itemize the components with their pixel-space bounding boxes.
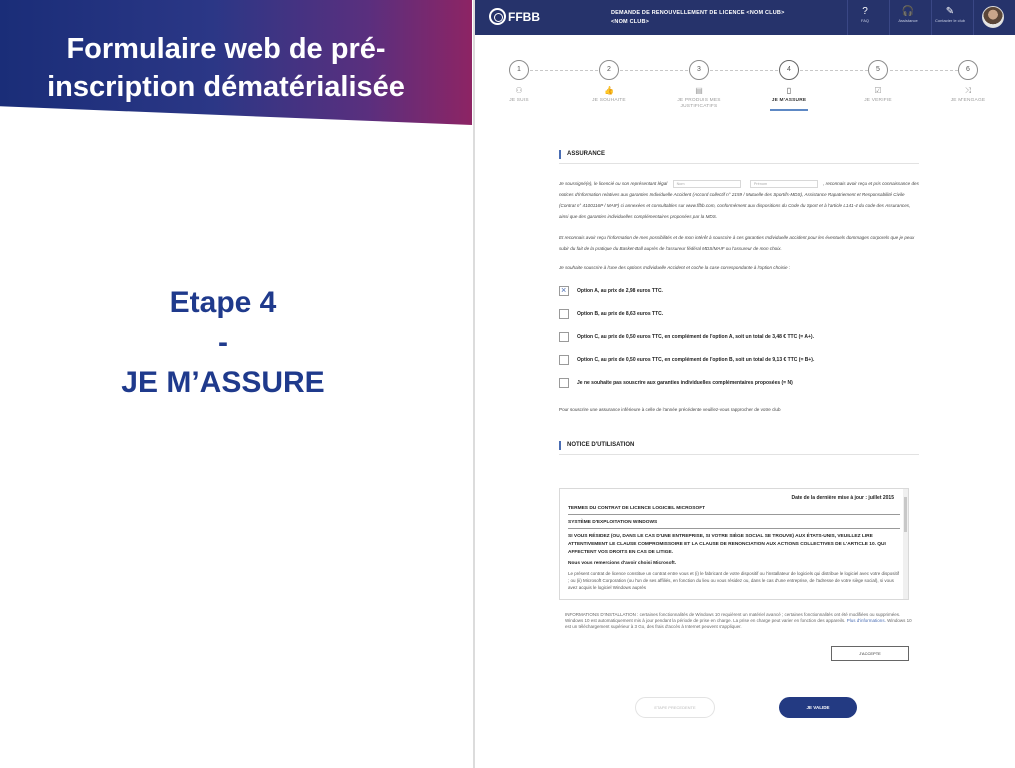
step-label: JE SUIS [509, 98, 529, 103]
installation-text: INFORMATIONS D'INSTALLATION : certaines fonctionnalités de Windows 10 requièrent un matériel avancé ; certaines fonctionnalités ont été modifiées ou supprimées. Windows 10 est automatiquement mis à jour pendant la période de prise en charge. La prise en charge peut varier en fonction des appareils. [565, 612, 901, 623]
option-c-b-label: Option C, au prix de 0,50 euros TTC, en complément de l'option B, soit un total de 9,13 € TTC (= B+). [577, 356, 815, 363]
step-number: 4 [779, 60, 799, 80]
check-square-icon: ☑ [874, 86, 882, 95]
assurance-title: ASSURANCE [559, 150, 919, 159]
prenom-field[interactable]: Prénom [750, 180, 818, 188]
license-terms-box[interactable] [559, 488, 909, 600]
user-plus-icon: ⚇ [515, 86, 523, 95]
assurance-declaration [559, 178, 919, 222]
header-divider [973, 0, 974, 35]
license-subheading: SYSTÈME D'EXPLOITATION WINDOWS [568, 520, 658, 525]
step-4[interactable] [754, 58, 824, 111]
step-2[interactable] [574, 58, 644, 104]
form-screenshot [473, 0, 1015, 768]
assurance-information-text: Et reconnais avoir reçu l'information de mes possibilités et de mon intérêt à souscrire à ces garanties Individuelle accident pour les éventuels dommages corporels que je peux subir du fait de la pratique du Basket-Ball auprès de l'assureur fédéral MDS/MAIF ou l'assureur de mon choix. [559, 235, 915, 251]
step-label: JE VERIFIE [864, 98, 892, 103]
license-thanks: Nous vous remercions d'avoir choisi Microsoft. [568, 561, 677, 566]
document-icon: ▤ [695, 86, 703, 95]
license-rule [568, 528, 900, 529]
option-c-a-row[interactable] [559, 325, 919, 348]
option-none-checkbox[interactable] [559, 378, 569, 388]
top-header-bar [475, 0, 1015, 35]
thumbs-up-icon: 👍 [604, 86, 614, 95]
license-scrollbar[interactable] [903, 489, 908, 600]
assurance-section [559, 150, 919, 455]
installation-info [565, 612, 915, 630]
book-icon: ▯ [786, 86, 792, 95]
insurance-options-list [559, 279, 919, 394]
step-caption-line2: - [218, 326, 228, 359]
option-b-label: Option B, au prix de 8,63 euros TTC. [577, 310, 664, 317]
section-divider [559, 163, 919, 164]
license-heading: TERMES DU CONTRAT DE LICENCE LOGICIEL MICROSOFT [568, 506, 706, 511]
validate-button[interactable]: JE VALIDE [779, 697, 857, 718]
option-c-b-checkbox[interactable] [559, 355, 569, 365]
option-c-a-checkbox[interactable] [559, 332, 569, 342]
option-b-row[interactable] [559, 302, 919, 325]
option-b-checkbox[interactable] [559, 309, 569, 319]
step-label: JE SOUHAITE [592, 98, 626, 103]
installation-text-end: Windows 10 est un téléchargement supérieur à 3 Go, des frais d'accès à Internet peuvent s'appliquer. [565, 618, 912, 629]
previous-step-button[interactable]: ETAPE PRECEDENTE [635, 697, 715, 718]
ffbb-logo-icon [489, 8, 506, 25]
assistance-button[interactable] [893, 6, 923, 23]
nom-field[interactable]: Nom [673, 180, 741, 188]
step-caption-line1: Etape 4 [169, 286, 277, 319]
header-divider [931, 0, 932, 35]
step-number: 3 [689, 60, 709, 80]
option-a-row[interactable] [559, 279, 919, 302]
faq-icon: ? [862, 6, 868, 17]
slide-title: Formulaire web de pré-inscription dématérialisée [47, 33, 405, 103]
option-a-checkbox[interactable] [559, 286, 569, 296]
more-info-link[interactable]: Plus d'informations. [846, 618, 886, 623]
option-none-label: Je ne souhaite pas souscrire aux garanties individuelles complémentaires proposées (= N) [577, 379, 793, 386]
notice-title: NOTICE D'UTILISATION [559, 441, 919, 450]
contact-club-label: Contacter le club [935, 18, 966, 23]
license-rule [568, 514, 900, 515]
progress-stepper [475, 58, 1015, 128]
option-c-a-label: Option C, au prix de 0,50 euros TTC, en complément de l'option A, soit un total de 3,48 € TTC (= A+). [577, 333, 814, 340]
user-avatar[interactable] [982, 6, 1004, 28]
ffbb-logo-text: FFBB [508, 9, 540, 24]
step-number: 1 [509, 60, 529, 80]
section-divider [559, 454, 919, 455]
declaration-text-start: Je soussigné(e), le licencié ou son représentant légal [559, 181, 668, 186]
step-number: 5 [868, 60, 888, 80]
option-c-b-row[interactable] [559, 348, 919, 371]
step-caption-line3: JE M’ASSURE [121, 366, 325, 399]
faq-button[interactable] [850, 6, 880, 23]
accept-button[interactable]: J'ACCEPTE [831, 646, 909, 661]
assurance-footnote: Pour souscrire une assurance inférieure à celle de l'année précédente veuillez-vous rapprocher de votre club [559, 407, 781, 412]
option-none-row[interactable] [559, 371, 919, 394]
faq-label: FAQ [860, 18, 869, 23]
edit-icon: ✎ [945, 6, 955, 17]
assistance-label: Assistance [898, 18, 918, 23]
shuffle-icon: ⤨ [964, 86, 972, 95]
declaration-text-end: , reconnais avoir reçu et pris connaissance des notices d'information relatives aux garanties Individuelle Accident (Accord collectif n° 2159 / Mutuelle des Sportifs-MDS), Assistance Rapatriement et Responsabilité Civile (Contrat n° 4100116P / MAIF) ci annexées et consultables sur www.ffbb.com, conformément aux dispositions du Code du Sport et à l'article L141-4 du code des Assurances, ainsi que des garanties individuelles complémentaires proposées par la MDS. [559, 181, 919, 219]
license-body: Le présent contrat de licence constitue un contrat entre vous et (i) le fabricant de votre dispositif ou l'installateur de logiciels qui distribue le logiciel avec votre dispositif ; ou (ii) Microsoft Corporation (ou l'un de ses affiliés, en fonction du lieu ou vous résidez ou, dans le cas d'une entreprise, de l'adresse de votre siège social), si vous avez acquis le logiciel Windows auprès [568, 571, 900, 590]
options-intro-text: Je souhaite souscrire à l'une des options Individuelle Accident et coche la case correspondante à l'option choisie : [559, 265, 791, 270]
active-step-underline [770, 109, 808, 111]
request-title-club: <NOM CLUB> [611, 19, 650, 25]
headset-icon: 🎧 [901, 6, 915, 17]
step-6[interactable] [933, 58, 1003, 104]
contact-club-button[interactable] [935, 6, 965, 23]
step-number: 2 [599, 60, 619, 80]
step-label: JE PRODUIS MES JUSTIFICATIFS [677, 98, 721, 109]
header-divider [889, 0, 890, 35]
license-warning: SI VOUS RÉSIDEZ (OU, DANS LE CAS D'UNE ENTREPRISE, SI VOTRE SIÈGE SOCIAL SE TROUVE) AUX ÉTATS-UNIS, VEUILLEZ LIRE ATTENTIVEMENT LE CLAUSE COMPROMISSOIRE ET LA CLAUSE DE RENONCIATION AUX ACTIONS COLLECTIVES DE L'ARTICLE 10. QUI AFFECTENT VOS DROITS EN CAS DE LITIGE. [568, 534, 886, 555]
step-label: JE M'ASSURE [771, 98, 807, 103]
header-divider [847, 0, 848, 35]
step-number: 6 [958, 60, 978, 80]
slide-step-caption [0, 283, 446, 403]
request-title-main: DEMANDE DE RENOUVELLEMENT DE LICENCE <NOM CLUB> [611, 10, 785, 16]
step-1[interactable] [484, 58, 554, 104]
step-3[interactable] [664, 58, 734, 110]
request-title [611, 9, 785, 27]
step-label: JE M'ENGAGE [950, 98, 986, 103]
option-a-label: Option A, au prix de 2,98 euros TTC. [577, 287, 663, 294]
step-5[interactable] [843, 58, 913, 104]
ffbb-logo[interactable] [489, 8, 540, 25]
license-update-date: Date de la dernière mise à jour : juillet 2015 [791, 495, 894, 501]
